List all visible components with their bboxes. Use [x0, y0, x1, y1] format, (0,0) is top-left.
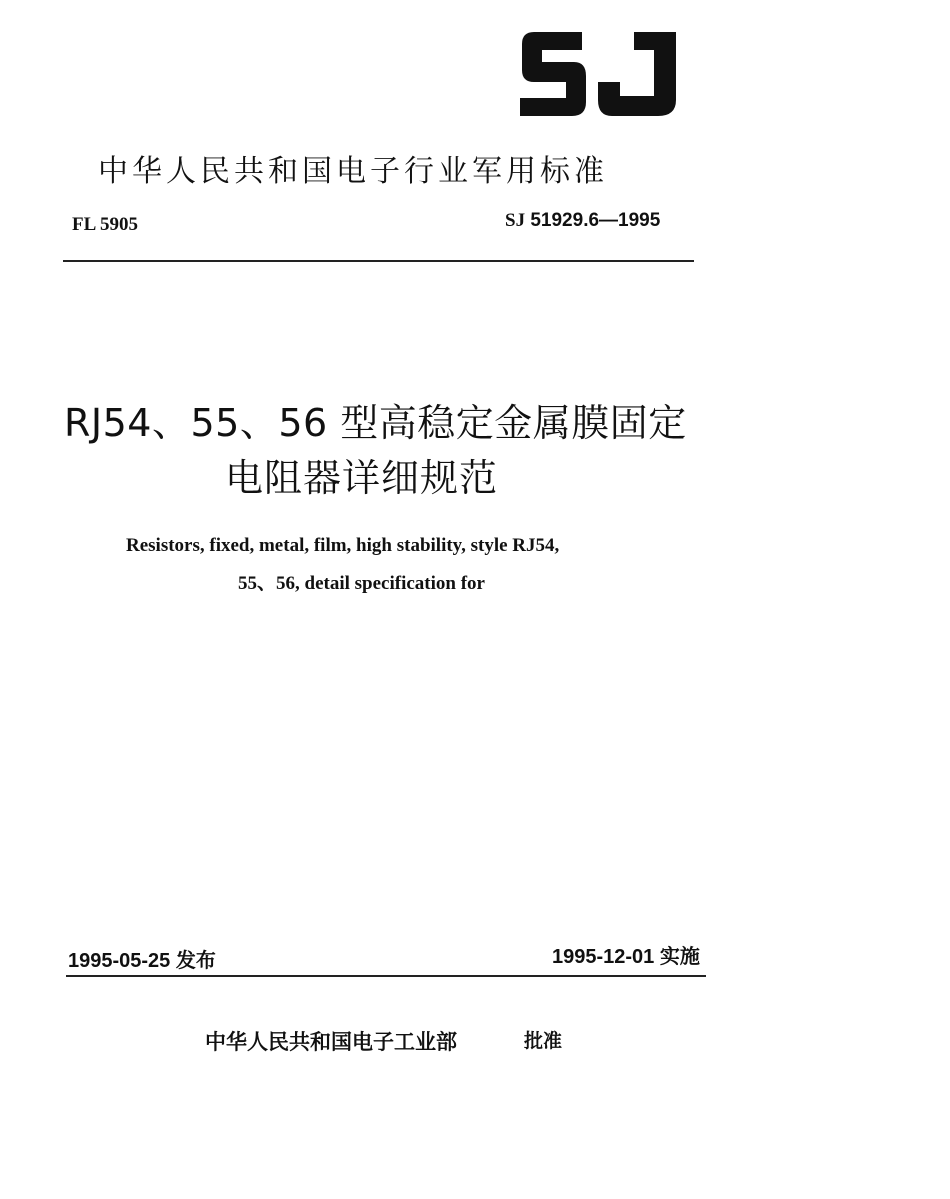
title-en-line1: Resistors, fixed, metal, film, high stability, style RJ54, — [126, 535, 560, 556]
standard-number-value: 51929.6—1995 — [530, 210, 661, 231]
title-cn-line2: 电阻器详细规范 — [225, 456, 499, 500]
implementation-date: 1995-12-01 实施 — [552, 946, 700, 968]
title-cn-line1: RJ54、55、56 型高稳定金属膜固定 — [64, 401, 687, 445]
header-divider — [63, 260, 694, 262]
footer-divider — [66, 975, 706, 977]
issue-date: 1995-05-25 发布 — [68, 950, 216, 972]
title-en-line2: 55、56, detail specification for — [238, 573, 485, 594]
standard-name: 中华人民共和国电子行业军用标准 — [98, 154, 608, 189]
standard-prefix: SJ — [505, 210, 526, 231]
approval-label: 批准 — [524, 1030, 563, 1052]
standard-number — [505, 210, 660, 232]
approving-ministry: 中华人民共和国电子工业部 — [205, 1030, 457, 1054]
classification-code: FL 5905 — [72, 214, 138, 235]
sj-logo — [516, 30, 678, 118]
